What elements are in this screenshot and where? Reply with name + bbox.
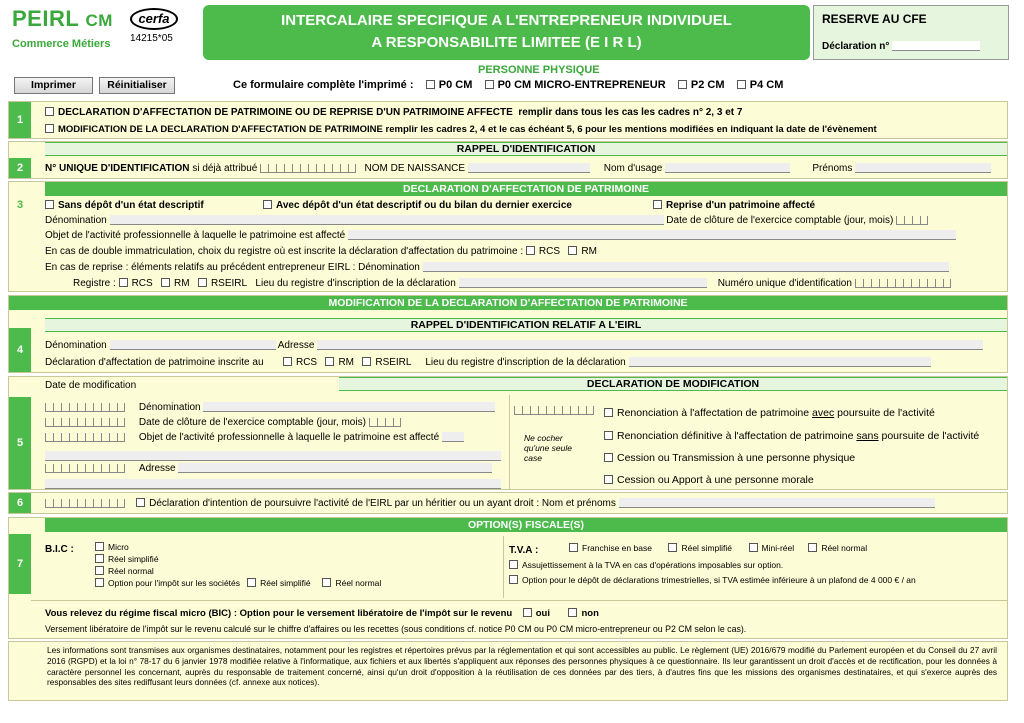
modification-options-box [509,395,1005,489]
tva-mini-label: Mini-réel [761,543,795,553]
heir-checkbox[interactable] [136,498,145,507]
cerfa-number: 14215*05 [130,33,173,44]
renonciation-sans-checkbox[interactable] [604,431,613,440]
id-hint: si déjà attribué [192,163,258,174]
footer-legal [8,641,1008,701]
object-field[interactable] [348,230,956,240]
section-7 [8,517,1008,639]
with-description-checkbox[interactable] [263,200,272,209]
bic-micro-checkbox[interactable] [95,542,104,551]
form-title [203,5,810,60]
bic-rs-checkbox[interactable] [95,554,104,563]
mod-date-denomination[interactable] [45,403,125,412]
mod-address-label: Adresse [138,463,176,474]
bic-label: B.I.C : [45,544,74,555]
tva-rs-label: Réel simplifié [681,543,733,553]
mod-address-field[interactable] [178,463,492,473]
renonciation-avec-emph: avec [812,407,835,419]
mod-date-address[interactable] [45,464,125,473]
cfe-box [813,5,1009,60]
affectation-label: DECLARATION D'AFFECTATION DE PATRIMOINE OU DE REPRISE D'UN PATRIMOINE AFFECTE [58,107,513,118]
section-6 [8,492,1008,514]
section-header: RAPPEL D'IDENTIFICATION RELATIF A L'EIRL [45,318,1007,332]
no-description-label: Sans dépôt d'un état descriptif [58,200,204,211]
print-button[interactable]: Imprimer [14,77,93,94]
renonciation-sans-label: Renonciation définitive à l'affectation de patrimoine [617,430,857,442]
section-header: RAPPEL D'IDENTIFICATION [45,142,1007,156]
rcs-label: RCS [295,357,318,368]
eirl-rcs-checkbox[interactable] [283,357,292,366]
form-complement-row [233,79,783,91]
is-rn-checkbox[interactable] [322,578,331,587]
heir-date-field[interactable] [45,499,125,508]
tva-assuj-checkbox[interactable] [509,560,518,569]
denomination-label: Dénomination [45,215,107,226]
section-number: 5 [9,397,31,489]
vl-oui-checkbox[interactable] [523,608,532,617]
with-description-label: Avec dépôt d'un état descriptif ou du bilan du dernier exercice [276,200,572,211]
mod-object-field[interactable] [442,432,464,442]
double-rcs-checkbox[interactable] [526,246,535,255]
tva-rn-checkbox[interactable] [808,543,817,552]
cession-morale-checkbox[interactable] [604,475,613,484]
id-label: N° UNIQUE D'IDENTIFICATION [45,163,190,174]
reset-button[interactable]: Réinitialiser [99,77,175,94]
bic-micro-label: Micro [108,542,129,552]
modification-checkbox[interactable] [45,124,54,133]
mod-address-line2[interactable] [45,479,501,489]
bic-is-label: Option pour l'impôt sur les sociétés [108,578,241,588]
eirl-lieu-label: Lieu du registre d'inscription de la déclaration [425,357,626,368]
birth-name-field[interactable] [468,163,590,173]
prev-numid-field[interactable] [855,279,951,288]
p0cm-micro-label: P0 CM MICRO-ENTREPRENEUR [497,79,666,91]
rm-label: RM [581,246,597,257]
section-1 [8,101,1008,139]
brand-logo [12,6,113,32]
section-4 [8,295,1008,373]
mod-closing-field[interactable] [369,418,401,427]
affectation-checkbox[interactable] [45,107,54,116]
usage-name-label: Nom d'usage [603,163,663,174]
rseirl-label: RSEIRL [210,278,248,289]
mod-date-closing[interactable] [45,418,125,427]
section-number: 1 [9,102,31,138]
vl-non-label: non [581,608,599,619]
bic-rn-checkbox[interactable] [95,566,104,575]
cerfa-logo: cerfa [130,8,178,30]
eirl-registered-label: Déclaration d'affectation de patrimoine inscrite au [45,357,264,368]
tva-assuj-label: Assujettissement à la TVA en cas d'opérations imposables sur option. [522,560,784,570]
complement-label: Ce formulaire complète l'imprimé : [233,79,414,91]
legal-text: Les informations sont transmises aux organismes destinataires, notamment pour les registres et répertoires prévus par la réglementation et qui sont accessibles au public. Le règlement (UE) 2016/679 modifié du Parlement européen et du Conseil du 27 avril 2016 (RGPD) et la loi n° 78-17 du 6 janvier 1978 modifiée relative à l'informatique, aux fichiers et aux libertés s'appliquent aux réponses des personnes physiques à ce questionnaire. Ils leur garantissent un droit d'accès et de rectification, pour les données à caractère personnel les concernant, auprès du responsable de traitement concerné, ainsi qu'un droit d'opposition à la réutilisation de ces données par des tiers, à d'autres fins que les missions des organismes destinataires, et qui s'exerce auprès des responsables des sites rediffusant leurs données (cf. annexe aux notices). [47,645,997,688]
p2cm-label: P2 CM [690,79,725,91]
renonciation-sans-end: poursuite de l'activité [878,430,980,442]
mod-closing-label: Date de clôture de l'exercice comptable (jour, mois) [138,417,366,428]
single-choice-note: Ne cocher qu'une seule case [524,433,572,463]
modification-bar: MODIFICATION DE LA DECLARATION D'AFFECTATION DE PATRIMOINE [9,296,1007,310]
p0cm-checkbox[interactable] [426,80,435,89]
renonciation-sans-emph: sans [856,430,879,442]
section-number: 2 [9,158,31,178]
is-rs-label: Réel simplifié [260,578,311,588]
eirl-address-label: Adresse [277,340,315,351]
p4cm-checkbox[interactable] [737,80,746,89]
title-line2: A RESPONSABILITE LIMITEE (E I R L) [371,34,642,51]
section-5 [8,376,1008,490]
prev-rseirl-checkbox[interactable] [198,278,207,287]
mod-date-object[interactable] [45,433,125,442]
birth-name-label: NOM DE NAISSANCE [364,163,466,174]
reprise-checkbox[interactable] [653,200,662,209]
mod-denomination-field[interactable] [203,402,495,412]
vl-divider [31,600,1007,601]
brand-suffix: CM [85,11,113,30]
prev-denomination-label: En cas de reprise : éléments relatifs au précédent entrepreneur EIRL : Dénomination [45,262,420,273]
cession-physique-label: Cession ou Transmission à une personne physique [617,452,856,464]
vl-non-checkbox[interactable] [568,608,577,617]
section-header: OPTION(S) FISCALE(S) [45,518,1007,532]
double-registration-label: En cas de double immatriculation, choix du registre où est inscrite la déclaration d'affectation du patrimoine : [45,246,524,257]
mod-object-label: Objet de l'activité professionnelle à laquelle le patrimoine est affecté [138,432,440,443]
tva-fb-label: Franchise en base [582,543,652,553]
renonciation-avec-end: poursuite de l'activité [834,407,935,419]
declaration-number-field[interactable] [892,41,980,51]
declaration-label: Déclaration n° [822,41,890,52]
tva-rs-checkbox[interactable] [668,543,677,552]
tva-mini-checkbox[interactable] [749,543,758,552]
prev-rcs-checkbox[interactable] [119,278,128,287]
tva-rn-label: Réel normal [821,543,868,553]
section-number: 4 [9,328,31,372]
prev-lieu-field[interactable] [459,278,707,288]
eirl-denomination-label: Dénomination [45,340,107,351]
vl-oui-label: oui [535,608,550,619]
section-number: 6 [9,493,31,513]
affectation-hint: remplir dans tous les cas les cadres n° 2, 3 et 7 [518,107,743,118]
heir-name-field[interactable] [619,498,935,508]
eirl-address-field[interactable] [317,340,983,350]
mod-date-option[interactable] [514,406,594,415]
eirl-denomination-field[interactable] [110,340,276,350]
tva-trim-checkbox[interactable] [509,575,518,584]
section-number: 3 [16,199,24,211]
p0cm-label: P0 CM [438,79,473,91]
registre-label: Registre : [73,278,116,289]
id-field[interactable] [260,164,356,173]
mod-object-line2[interactable] [45,451,501,461]
double-rm-checkbox[interactable] [568,246,577,255]
renonciation-avec-checkbox[interactable] [604,408,613,417]
cession-morale-label: Cession ou Apport à une personne morale [617,474,814,486]
brand-subtitle: Commerce Métiers [12,38,111,50]
mod-denomination-label: Dénomination [138,402,201,413]
modification-label: MODIFICATION DE LA DECLARATION D'AFFECTATION DE PATRIMOINE [58,124,383,135]
prev-lieu-label: Lieu du registre d'inscription de la déclaration [255,278,456,289]
reprise-label: Reprise d'un patrimoine affecté [666,200,816,211]
first-names-field[interactable] [855,163,991,173]
usage-name-field[interactable] [665,163,790,173]
title-line1: INTERCALAIRE SPECIFIQUE A L'ENTREPRENEUR INDIVIDUEL [281,12,732,29]
p0cm-micro-checkbox[interactable] [485,80,494,89]
tva-trim-label: Option pour le dépôt de déclarations trimestrielles, si TVA estimée inférieure à un plafond de 4 000 € / an [522,575,916,585]
tva-fb-checkbox[interactable] [569,543,578,552]
object-label: Objet de l'activité professionnelle à laquelle le patrimoine est affecté [45,230,346,241]
cession-physique-checkbox[interactable] [604,453,613,462]
bic-rs-label: Réel simplifié [108,554,159,564]
bic-rn-label: Réel normal [108,566,154,576]
eirl-lieu-field[interactable] [629,357,931,367]
denomination-field[interactable] [110,215,664,225]
rm-label: RM [338,357,354,368]
p4cm-label: P4 CM [749,79,784,91]
is-rs-checkbox[interactable] [247,578,256,587]
cfe-title: RESERVE AU CFE [822,12,927,26]
eirl-rm-checkbox[interactable] [325,357,334,366]
p2cm-checkbox[interactable] [678,80,687,89]
closing-date-field[interactable] [896,216,928,225]
renonciation-avec-label: Renonciation à l'affectation de patrimoine [617,407,813,419]
section-header: DECLARATION D'AFFECTATION DE PATRIMOINE [45,182,1007,196]
vl-note: Versement libératoire de l'impôt sur le revenu calculé sur le chiffre d'affaires ou les recettes (sous conditions cf. notice P0 CM ou P0 CM micro-entrepreneur ou P2 CM selon le cas). [45,624,747,634]
rcs-label: RCS [131,278,153,289]
section-header: DECLARATION DE MODIFICATION [339,377,1007,391]
section-3 [8,181,1008,292]
closing-date-label: Date de clôture de l'exercice comptable (jour, mois) [666,215,894,226]
eirl-rseirl-checkbox[interactable] [362,357,371,366]
date-mod-label: Date de modification [45,380,137,391]
tva-label: T.V.A : [509,545,539,556]
is-rn-label: Réel normal [335,578,382,588]
rcs-label: RCS [538,246,561,257]
person-type-label: PERSONNE PHYSIQUE [478,64,600,76]
first-names-label: Prénoms [812,163,853,174]
vl-question: Vous relevez du régime fiscal micro (BIC) : Option pour le versement libératoire de l'impôt sur le revenu [45,608,513,619]
brand-name: PEIRL [12,6,79,31]
rm-label: RM [174,278,190,289]
rseirl-label: RSEIRL [375,357,412,368]
prev-denomination-field[interactable] [423,262,949,272]
section-2 [8,141,1008,179]
prev-numid-label: Numéro unique d'identification [717,278,852,289]
section-number: 7 [9,534,31,594]
prev-rm-checkbox[interactable] [161,278,170,287]
modification-hint: remplir les cadres 2, 4 et le cas échéant 5, 6 pour les mentions modifiées en indiquant la date de l'évènement [385,124,877,135]
no-description-checkbox[interactable] [45,200,54,209]
bic-is-checkbox[interactable] [95,578,104,587]
heir-label: Déclaration d'intention de poursuivre l'activité de l'EIRL par un héritier ou un ayant droit : Nom et prénoms [149,498,616,509]
